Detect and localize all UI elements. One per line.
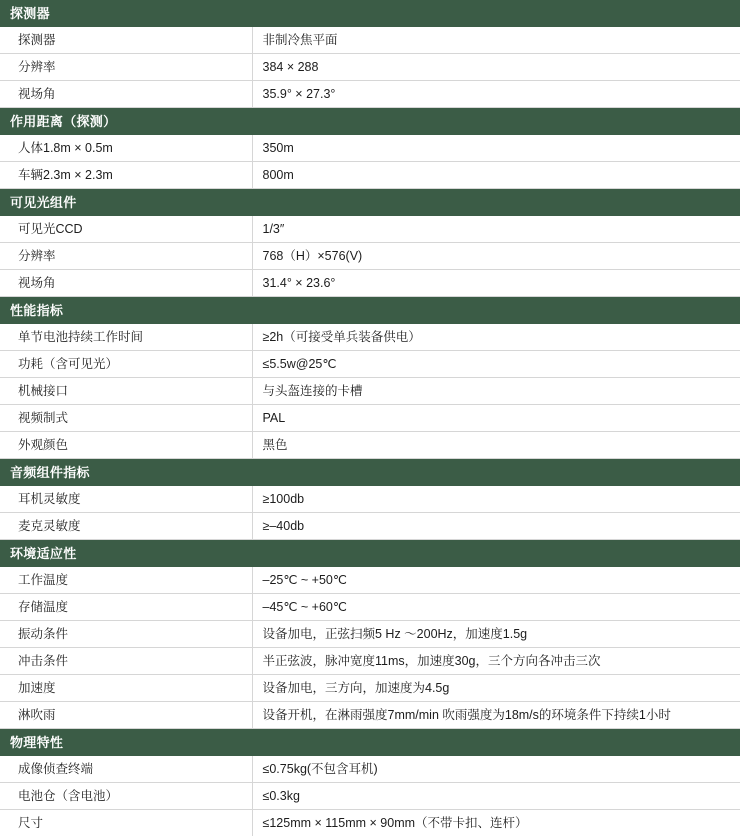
section-header-row	[0, 540, 740, 568]
spec-value: ≤0.3kg	[252, 783, 740, 810]
section-header-row	[0, 0, 740, 27]
table-row	[0, 405, 740, 432]
spec-value: PAL	[252, 405, 740, 432]
section-header-row	[0, 729, 740, 757]
spec-value: –25℃ ~ +50℃	[252, 567, 740, 594]
table-row	[0, 648, 740, 675]
spec-value: ≤5.5w@25℃	[252, 351, 740, 378]
table-row	[0, 513, 740, 540]
table-row	[0, 756, 740, 783]
spec-label: 外观颜色	[0, 432, 252, 459]
spec-value: 设备加电，正弦扫频5 Hz ～200Hz，加速度1.5g	[252, 621, 740, 648]
section-heading: 环境适应性	[0, 540, 740, 568]
spec-label: 冲击条件	[0, 648, 252, 675]
spec-value: 800m	[252, 162, 740, 189]
spec-value: 与头盔连接的卡槽	[252, 378, 740, 405]
table-row	[0, 432, 740, 459]
section-heading: 音频组件指标	[0, 459, 740, 487]
spec-value: 黑色	[252, 432, 740, 459]
spec-label: 分辨率	[0, 54, 252, 81]
table-row	[0, 162, 740, 189]
table-row	[0, 675, 740, 702]
table-row	[0, 702, 740, 729]
spec-value: ≤0.75kg(不包含耳机)	[252, 756, 740, 783]
section-heading: 作用距离（探测）	[0, 108, 740, 136]
table-row	[0, 135, 740, 162]
spec-value: 设备加电，三方向，加速度为4.5g	[252, 675, 740, 702]
spec-label: 可见光CCD	[0, 216, 252, 243]
spec-label: 功耗（含可见光）	[0, 351, 252, 378]
spec-label: 成像侦查终端	[0, 756, 252, 783]
spec-label: 车辆2.3m × 2.3m	[0, 162, 252, 189]
table-row	[0, 216, 740, 243]
spec-value: 768（H）×576(V)	[252, 243, 740, 270]
spec-value: 35.9° × 27.3°	[252, 81, 740, 108]
table-row	[0, 810, 740, 836]
spec-value: 384 × 288	[252, 54, 740, 81]
spec-label: 探测器	[0, 27, 252, 54]
spec-label: 存储温度	[0, 594, 252, 621]
table-row	[0, 486, 740, 513]
spec-label: 机械接口	[0, 378, 252, 405]
spec-label: 工作温度	[0, 567, 252, 594]
spec-label: 加速度	[0, 675, 252, 702]
spec-value: ≤125mm × 115mm × 90mm（不带卡扣、连杆）	[252, 810, 740, 836]
table-row	[0, 54, 740, 81]
section-header-row	[0, 108, 740, 136]
section-heading: 可见光组件	[0, 189, 740, 217]
spec-label: 视频制式	[0, 405, 252, 432]
section-heading: 探测器	[0, 0, 740, 27]
spec-label: 耳机灵敏度	[0, 486, 252, 513]
table-row	[0, 27, 740, 54]
spec-value: 31.4° × 23.6°	[252, 270, 740, 297]
spec-value: –45℃ ~ +60℃	[252, 594, 740, 621]
spec-value: 设备开机，在淋雨强度7mm/min 吹雨强度为18m/s的环境条件下持续1小时	[252, 702, 740, 729]
section-header-row	[0, 459, 740, 487]
table-row	[0, 324, 740, 351]
table-row	[0, 567, 740, 594]
table-row	[0, 243, 740, 270]
spec-value: 350m	[252, 135, 740, 162]
spec-label: 电池仓（含电池）	[0, 783, 252, 810]
spec-label: 视场角	[0, 81, 252, 108]
spec-label: 麦克灵敏度	[0, 513, 252, 540]
spec-value: 半正弦波，脉冲宽度11ms，加速度30g，三个方向各冲击三次	[252, 648, 740, 675]
section-header-row	[0, 189, 740, 217]
section-header-row	[0, 297, 740, 325]
spec-value: 1/3″	[252, 216, 740, 243]
spec-value: ≥2h（可接受单兵装备供电）	[252, 324, 740, 351]
spec-value: ≥–40db	[252, 513, 740, 540]
table-row	[0, 81, 740, 108]
spec-label: 人体1.8m × 0.5m	[0, 135, 252, 162]
table-row	[0, 594, 740, 621]
table-row	[0, 621, 740, 648]
spec-label: 尺寸	[0, 810, 252, 836]
spec-label: 分辨率	[0, 243, 252, 270]
spec-value: 非制冷焦平面	[252, 27, 740, 54]
spec-value: ≥100db	[252, 486, 740, 513]
table-row	[0, 270, 740, 297]
section-heading: 性能指标	[0, 297, 740, 325]
section-heading: 物理特性	[0, 729, 740, 757]
table-row	[0, 378, 740, 405]
spec-label: 单节电池持续工作时间	[0, 324, 252, 351]
spec-label: 视场角	[0, 270, 252, 297]
spec-label: 淋吹雨	[0, 702, 252, 729]
spec-label: 振动条件	[0, 621, 252, 648]
table-row	[0, 351, 740, 378]
table-row	[0, 783, 740, 810]
